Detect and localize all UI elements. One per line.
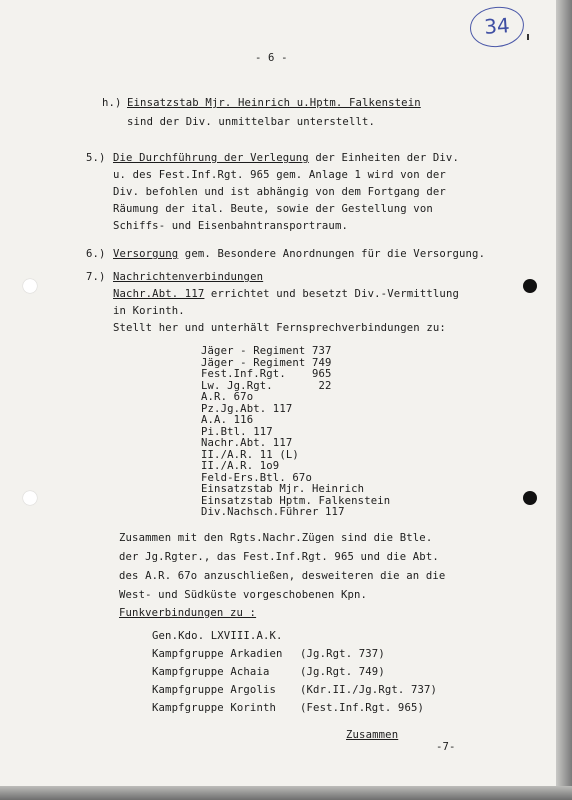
item-7-line-4: Stellt her und unterhält Fernsprechverbindungen zu: bbox=[113, 322, 446, 334]
phone-list-item: Nachr.Abt. 117 bbox=[201, 437, 293, 449]
connection-paragraph-line: Zusammen mit den Rgts.Nachr.Zügen sind die Btle. bbox=[119, 532, 433, 544]
item-6-title: Versorgung bbox=[113, 248, 179, 260]
connection-paragraph-line: des A.R. 67o anzuschließen, desweiteren die an die bbox=[119, 570, 446, 582]
item-7-line-2-rest: errichtet und besetzt Div.-Vermittlung bbox=[204, 288, 459, 300]
phone-list-item: II./A.R. 11 (L) bbox=[201, 448, 299, 461]
item-5-number: 5.) bbox=[86, 152, 106, 164]
item-6-number: 6.) bbox=[86, 248, 106, 260]
punch-hole bbox=[23, 279, 37, 293]
phone-list-item: Jäger - Regiment 749 bbox=[201, 356, 332, 369]
item-7-line-2-title: Nachr.Abt. 117 bbox=[113, 288, 205, 300]
connection-paragraph-line: West- und Südküste vorgeschobenen Kpn. bbox=[119, 589, 368, 601]
phone-list-item: Einsatzstab Hptm. Falkenstein bbox=[201, 494, 391, 507]
phone-list-item: Pz.Jg.Abt. 117 bbox=[201, 402, 293, 415]
item-5-line-2: u. des Fest.Inf.Rgt. 965 gem. Anlage 1 wird von der bbox=[113, 169, 446, 181]
item-h-number: h.) bbox=[102, 97, 122, 109]
catchword: Zusammen bbox=[346, 729, 399, 741]
item-6-rest: gem. Besondere Anordnungen für die Versorgung. bbox=[178, 248, 486, 260]
item-7-line-3: in Korinth. bbox=[113, 305, 185, 317]
item-5-title: Die Durchführung der Verlegung bbox=[113, 152, 309, 164]
radio-list-name: Kampfgruppe Achaia bbox=[152, 666, 270, 678]
page-number: - 6 - bbox=[255, 52, 288, 64]
item-5-line-4: Räumung der ital. Beute, sowie der Gestellung von bbox=[113, 203, 433, 215]
radio-list-detail: (Jg.Rgt. 749) bbox=[300, 666, 385, 678]
scan-bottom-shadow bbox=[0, 786, 572, 800]
radio-list-name: Gen.Kdo. LXVIII.A.K. bbox=[152, 630, 283, 642]
punch-hole bbox=[523, 491, 537, 505]
item-7-line-2 bbox=[113, 288, 459, 300]
phone-list-item: Fest.Inf.Rgt. 965 bbox=[201, 368, 332, 380]
item-5-line-3: Div. befohlen und ist abhängig von dem Fortgang der bbox=[113, 186, 446, 198]
scan-edge-shadow bbox=[556, 0, 572, 800]
phone-list-item: Pi.Btl. 117 bbox=[201, 425, 273, 438]
connection-paragraph-line: der Jg.Rgter., das Fest.Inf.Rgt. 965 und die Abt. bbox=[119, 551, 439, 563]
radio-list-detail: (Fest.Inf.Rgt. 965) bbox=[300, 702, 425, 714]
phone-list-item: Jäger - Regiment 737 bbox=[201, 345, 332, 357]
radio-connections-title: Funkverbindungen zu : bbox=[119, 607, 257, 619]
radio-list-name: Kampfgruppe Korinth bbox=[152, 702, 277, 714]
item-7-number: 7.) bbox=[86, 271, 106, 283]
radio-list-name: Kampfgruppe Arkadien bbox=[152, 648, 283, 660]
radio-list-detail: (Jg.Rgt. 737) bbox=[300, 648, 385, 660]
page-stamp: 34 bbox=[469, 5, 526, 49]
item-5-line-5: Schiffs- und Eisenbahntransportraum. bbox=[113, 220, 349, 232]
item-5-line-1-rest: der Einheiten der Div. bbox=[308, 152, 459, 164]
item-5-line-1 bbox=[113, 152, 459, 164]
phone-list-item: II./A.R. 1o9 bbox=[201, 460, 280, 472]
punch-hole bbox=[523, 279, 537, 293]
phone-list-item: A.R. 67o bbox=[201, 391, 254, 403]
phone-list-item: Feld-Ers.Btl. 67o bbox=[201, 471, 312, 484]
punch-hole bbox=[23, 491, 37, 505]
next-page-number: -7- bbox=[436, 741, 456, 753]
phone-list-item: Div.Nachsch.Führer 117 bbox=[201, 506, 345, 518]
radio-list-name: Kampfgruppe Argolis bbox=[152, 684, 277, 696]
phone-list-item: Einsatzstab Mjr. Heinrich bbox=[201, 483, 365, 495]
pen-mark bbox=[527, 34, 529, 40]
phone-list-item: Lw. Jg.Rgt. 22 bbox=[201, 379, 332, 392]
radio-list-detail: (Kdr.II./Jg.Rgt. 737) bbox=[300, 684, 438, 696]
item-h-title: Einsatzstab Mjr. Heinrich u.Hptm. Falkenstein bbox=[127, 97, 421, 109]
item-6-line bbox=[113, 248, 485, 260]
phone-list-item: A.A. 116 bbox=[201, 414, 254, 426]
item-7-title: Nachrichtenverbindungen bbox=[113, 271, 264, 283]
item-h-text: sind der Div. unmittelbar unterstellt. bbox=[127, 116, 376, 128]
